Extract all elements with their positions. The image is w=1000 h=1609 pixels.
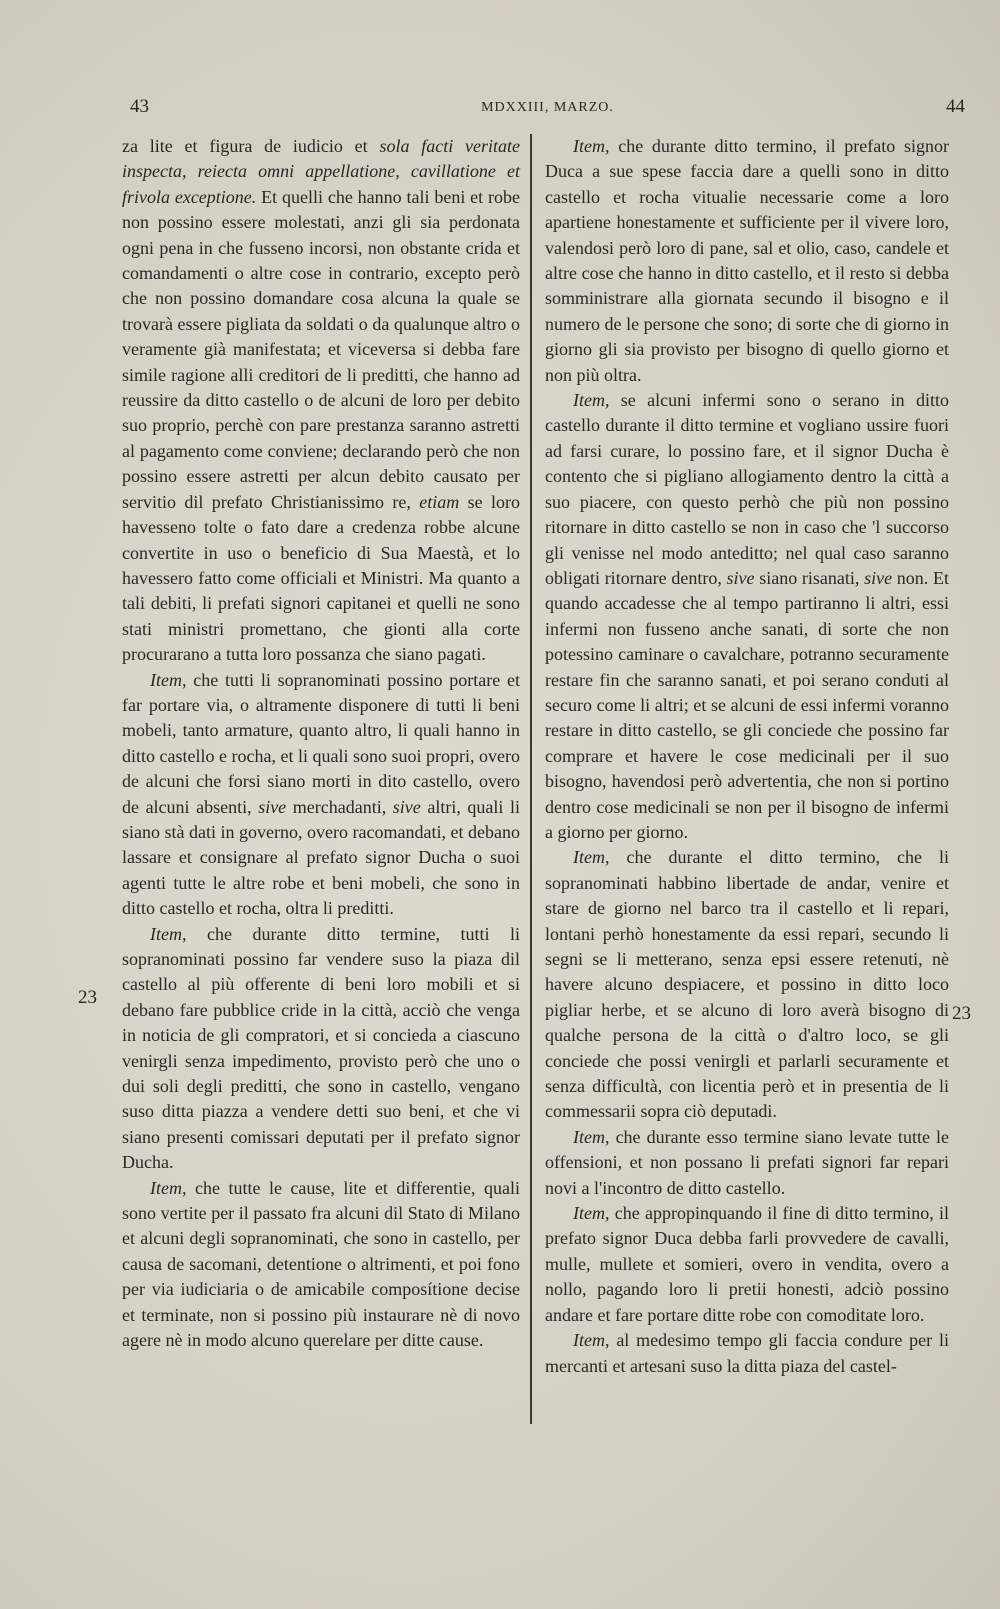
margin-number-left: 23 [78,987,97,1008]
paragraph: Item, al medesimo tempo gli faccia condure per li mercanti et artesani suso la ditta piaza del castel- [545,1330,949,1376]
paragraph: Item, che tutte le cause, lite et differentie, quali sono vertite per il passato fra alcuni dil Stato di Milano et alcuni degli sopranominati, che sono in castello, per causa de sacomani, detentione o altrimenti, et poi fono per via iudiciaria o de amicabile composítione decise et terminate, non si possino più instaurare nè di novo agere nè in modo alcuno querelare per ditte cause. [122,1177,520,1351]
running-title: MDXXIII, MARZO. [481,100,614,115]
paragraph: Item, che durante ditto termine, tutti li sopranominati possino far vendere suso la piaza dil castello al più offerente di beni loro mobili et si debano fare pubblice cride in la città, acciò che venga in noticia de gli compratori, et si concieda a ciascuno venirgli senza impedimento, provisto però che uno o dui soli degli preditti, che sono in castello, vengano suso ditta piazza a vendere detti suo beni, et che vi siano presenti comissari deputati per il prefato signor Ducha. [122,923,520,1173]
column-divider [530,134,532,1424]
paragraph: Item, che tutti li sopranominati possino portare et far portare via, o altramente disponere di tutti li beni mobeli, tanto armature, quanto altro, li quali hanno in ditto castello e rocha, et li quali sono suoi propri, overo de alcuni che forsi siano morti in dito castello, overo de alcuni absenti, sive merchadanti, sive altri, quali li siano stà dati in governo, overo racomandati, et debano lassare et consignare al prefato signor Ducha o suoi agenti tutte le altre robe et beni mobeli, che sono in ditto castello et rocha, oltra li preditti. [122,669,520,919]
paragraph: Item, che durante ditto termino, il prefato signor Duca a sue spese faccia dare a quelli sono in ditto castello et rocha vitualie necessarie come a loro apartiene honestamente et sufficiente per il vivere loro, valendosi però loro di pane, sal et olio, caso, candele et altre cose che hanno in ditto castello, et il resto si debba somministrare alla giornata secundo il bisogno e il numero de le persone che sono; di sorte che di giorno in giorno gli sia provisto per bisogno di quello giorno et non più oltra. [545,136,949,385]
page-number-right: 44 [946,96,965,117]
page-number-left: 43 [130,96,149,117]
paragraph: za lite et figura de iudicio et sola facti veritate inspecta, reiecta omni appellatione, cavillatione et frivola exceptione. Et quelli che hanno tali beni et robe non possino essere molestati, anzi gli sia perdonata ogni pena in che fusseno incorsi, non obstante crida et comandamenti o altre cose in contrario, excepto però che non possino domandare cosa alcuna la quale se trovarà essere pigliata da soldati o da qualunque altro o veramente già manifestata; et viceversa si debba fare simile ragione alli creditori de li preditti, che hanno ad reussire da ditto castello o de alcuni de loro per debito suo proprio, perchè con pare prestanza saranno astretti al pagamento come conviene; declarando però che non possino essere astretti per alcun debito causato per servitio dil prefato Christianissimo re, etiam se loro havesseno tolte o fato dare a credenza robbe alcune convertite in uso o beneficio di Sua Maestà, et lo havessero fatto come officiali et Ministri. Ma quanto a tali debiti, li prefati signori capitanei et quelli ne sono stati ministri promettano, che gionti alla corte procurarano a tutta loro possanza che siano pagati. [122,136,520,665]
margin-number-right: 23 [952,1003,971,1024]
paragraph: Item, che durante esso termine siano levate tutte le offensioni, et non possano li prefati signori far repari novi a l'incontro de ditto castello. [545,1126,949,1198]
paragraph: Item, se alcuni infermi sono o serano in ditto castello durante il ditto termine et vogliano ussire fuori ad farsi curare, lo possino fare, et il signor Ducha è contento che si pigliano allogiamento dentro la città a suo piacere, con questo perhò che più non possino ritornare in ditto castello se non in caso che 'l succorso gli venisse nel modo anteditto; nel qual caso saranno obligati ritornare dentro, sive siano risanati, sive non. Et quando accadesse che al tempo partiranno li altri, essi infermi non fusseno anche sanati, di sorte che non potessino caminare o cavalchare, potranno securamente restare fin che saranno sanati, et poi serano conduti al securo come li altri; et se alcuni de essi infermi voranno restare in ditto castello, se gli conciede che possino far comprare et havere le cose medicinali per il suo bisogno, havendosi però advertentia, che non si portino dentro cose medicinali se non per il bisogno de infermi a giorno per giorno. [545,390,949,842]
page-header [130,96,965,126]
left-column [122,134,520,1354]
right-column [545,134,949,1379]
paragraph: Item, che durante el ditto termino, che li sopranominati habbino libertade de andar, venire et stare de giorno nel barco tra il castello et li repari, lontani perhò honestamente da essi repari, secundo li segni se li metterano, senza epsi essere retenuti, nè havere alcuno despiacere, et possino in ditto loco pigliar herbe, et se alcuno di loro averà bisogno di qualche persona de la città o d'altro loco, se gli conciede che possi venirgli et parlarli securamente et senza difficultà, con licentia però et in presentia de li commessarii sopra ciò deputadi. [545,847,949,1122]
paragraph: Item, che appropinquando il fine di ditto termino, il prefato signor Duca debba farli provvedere de cavalli, mulle, mullete et somieri, overo in vendita, overo a nollo, pagando loro li pretii honesti, adciò possino andare et fare portare ditte robe con comoditate loro. [545,1203,949,1325]
